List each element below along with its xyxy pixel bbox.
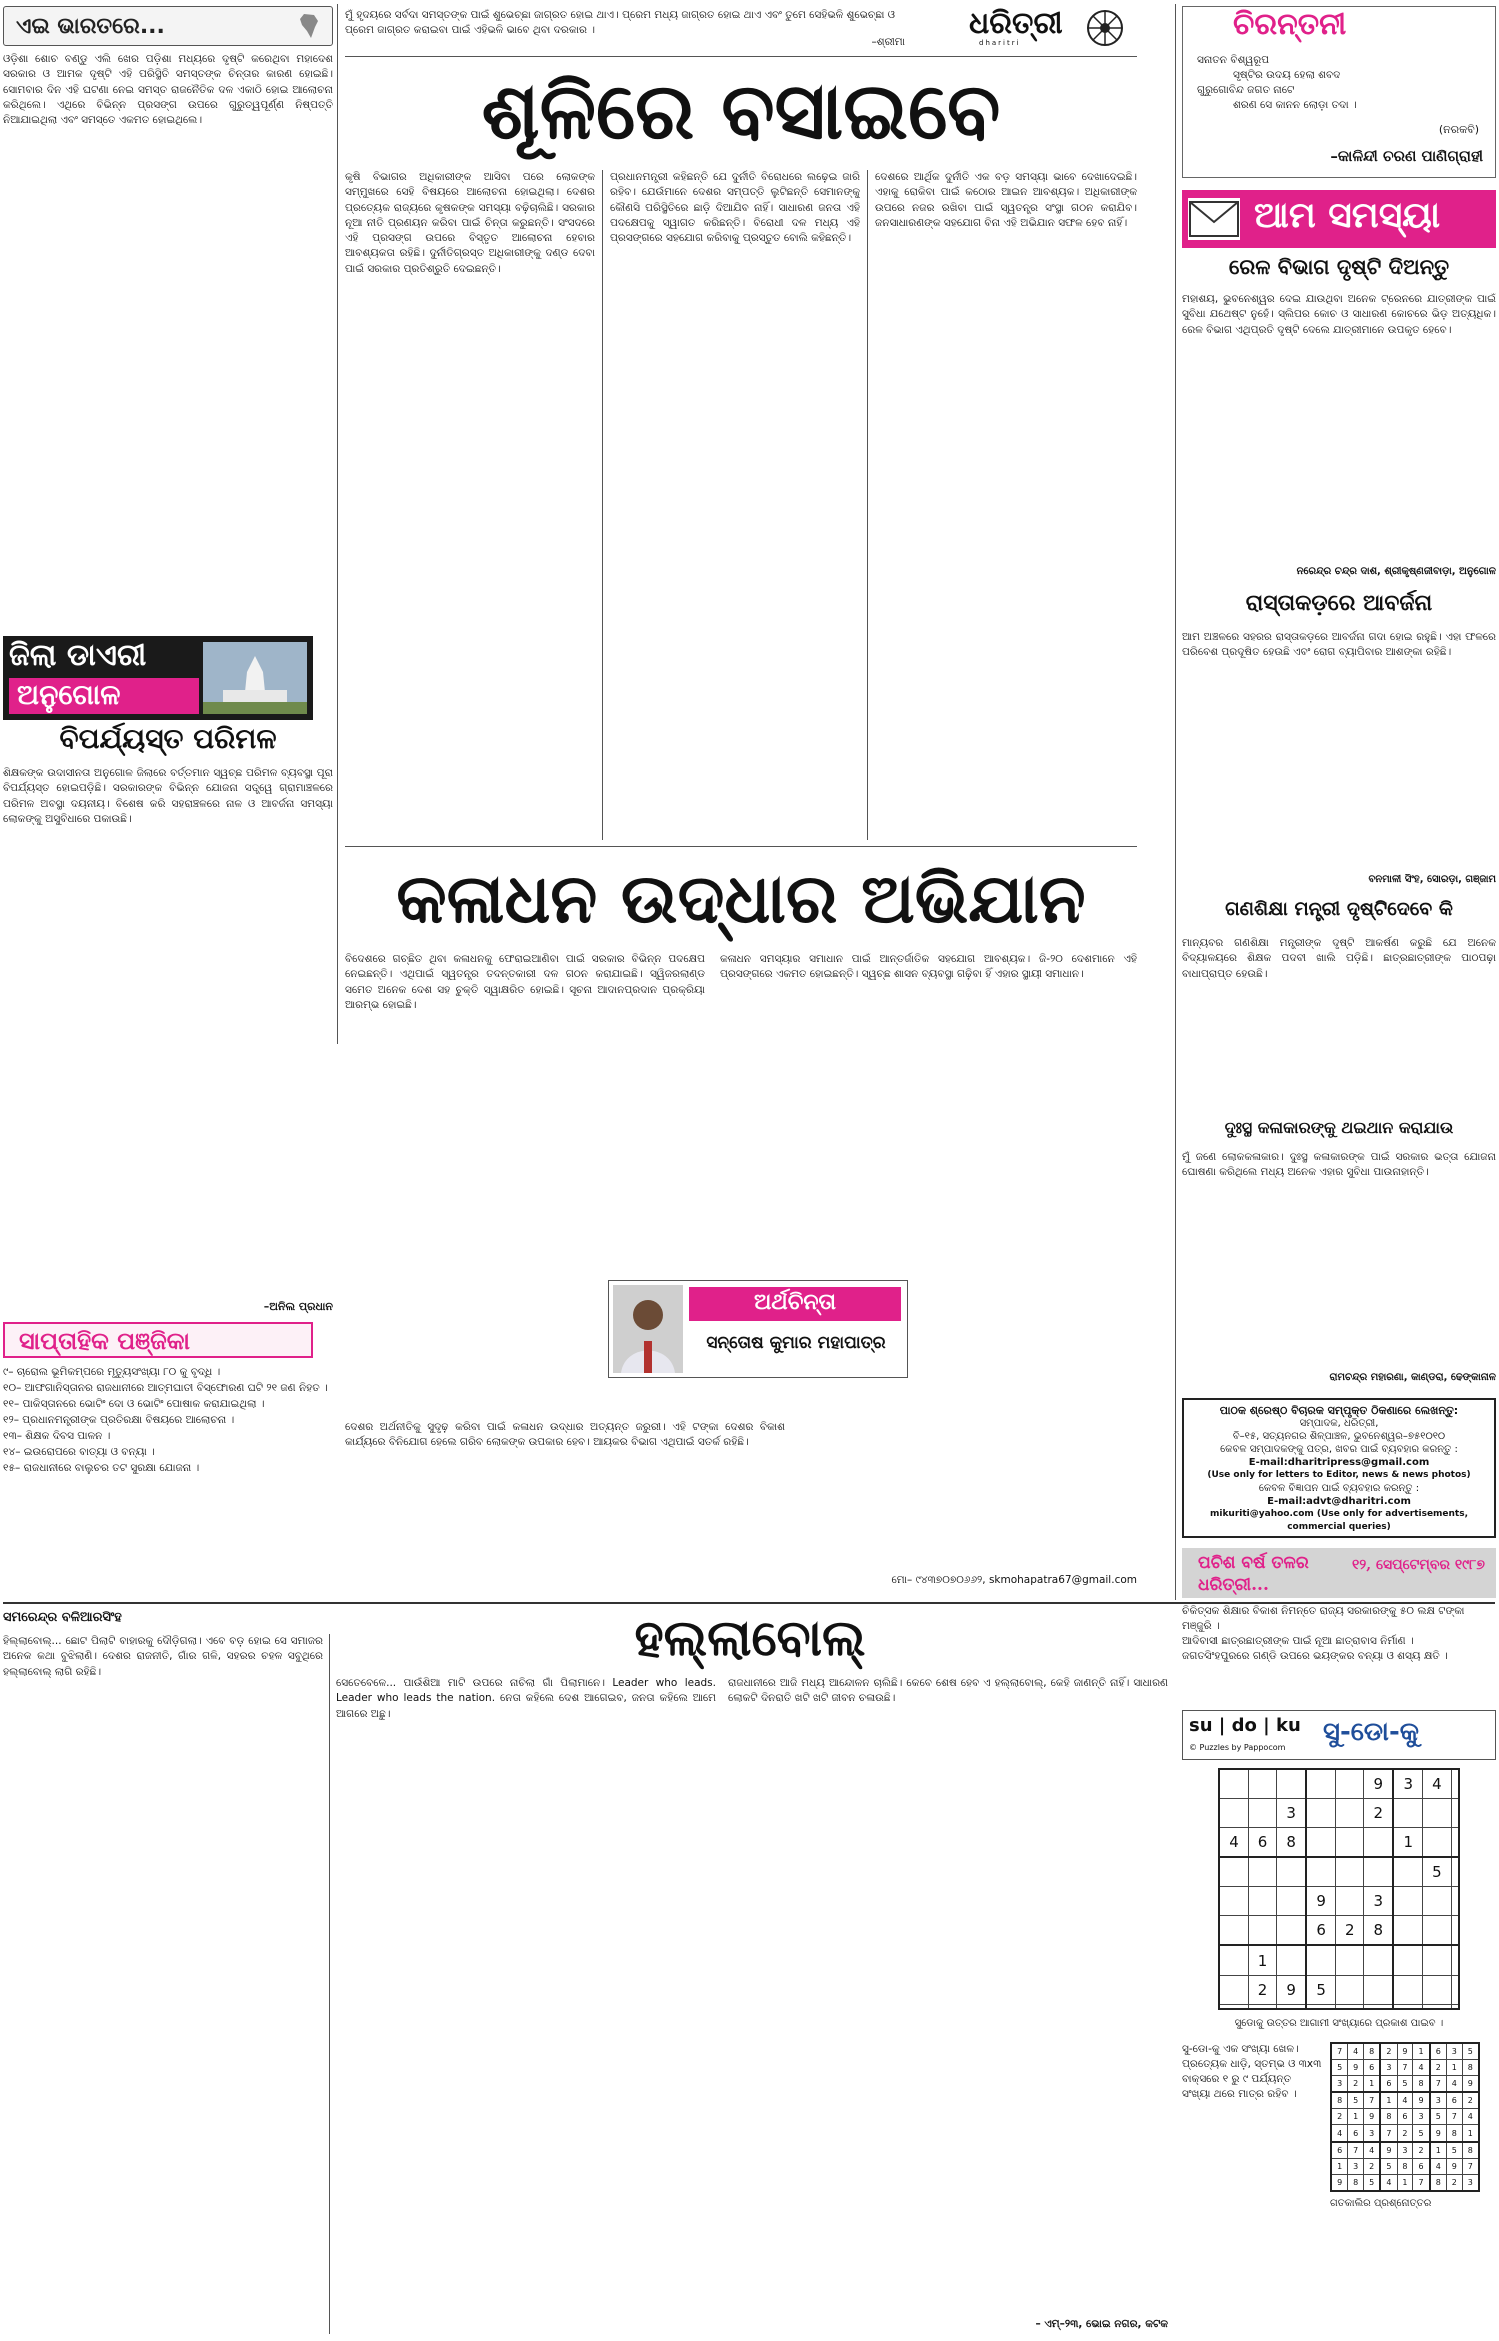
answer-cell: 7: [1446, 2109, 1462, 2125]
contact-line3: ବି–୧୫, ସତ୍ୟନଗର ଶିଳ୍ପାଞ୍ଚଳ, ଭୁବନେଶ୍ୱର–୭୫୧୦୧୦: [1232, 1431, 1446, 1442]
answer-cell: 6: [1364, 2060, 1381, 2076]
answer-cell: 5: [1430, 2109, 1447, 2125]
sudoku-cell[interactable]: [1336, 1799, 1364, 1828]
answer-cell: 8: [1397, 2158, 1413, 2174]
pachisa-title: ପଚିଶ ବର୍ଷ ତଳର ଧରିତ୍ରୀ...: [1198, 1553, 1309, 1595]
pachisa-item: ଜଗତସିଂହପୁରରେ ଗଣ୍ଡି ଉପରେ ଭୟଙ୍କର ବନ୍ୟା ଓ ଶସ୍ୟ କ୍ଷତି ।: [1182, 1650, 1448, 1662]
answer-cell: 1: [1413, 2043, 1430, 2060]
answer-cell: 4: [1397, 2092, 1413, 2109]
answer-cell: 8: [1380, 2109, 1397, 2125]
sudoku-cell[interactable]: [1248, 1769, 1276, 1799]
answer-cell: 8: [1364, 2043, 1381, 2060]
sudoku-cell[interactable]: 3: [1277, 1799, 1306, 1828]
answer-cell: 1: [1331, 2158, 1348, 2174]
sudoku-cell[interactable]: [1248, 1857, 1276, 1887]
hallabol-col-mid: ସେତେବେଳେ... ପାଉଁଶିଆ ମାଟି ଉପରେ ନାଚିଲା ଗାଁ ପିଲାମାନେ। Leader who leads. Leader who leads the nation. ନେତା କହିଲେ ଦେଶ ଆଗେଇବ, ଜନତା କହିଲେ ଆମେ ଆଗରେ ଅଛୁ।: [336, 1677, 716, 1720]
sudoku-cell[interactable]: 6: [1306, 1916, 1335, 1946]
kaladhan-body-col2: ଦେଶର ଅର୍ଥନୀତିକୁ ସୁଦୃଢ଼ କରିବା ପାଇଁ କଳାଧନ ଉଦ୍ଧାର ଅତ୍ୟନ୍ତ ଜରୁରୀ। ଏହି ଟଙ୍କା ଦେଶର ବିକାଶ କାର୍ଯ୍ୟରେ ବିନିଯୋଗ ହେଲେ ଗରିବ ଲୋକଙ୍କ ଉପକାର ହେବ। ଆୟକର ବିଭାଗ ଏଥିପାଇଁ ସତର୍କ ରହିଛି।: [345, 1421, 785, 1449]
bipajyasta-title: ବିପର୍ଯ୍ୟସ୍ତ ପରିମଳ: [59, 722, 277, 755]
answer-cell: 4: [1348, 2043, 1364, 2060]
kicker-bar: [689, 1287, 901, 1321]
answer-cell: 2: [1348, 2076, 1364, 2093]
sudoku-grid-wrap: [1218, 1768, 1460, 2010]
answer-cell: 2: [1413, 2142, 1430, 2159]
answer-cell: 2: [1397, 2125, 1413, 2142]
sudoku-cell[interactable]: 5: [1306, 1975, 1335, 2004]
sudoku-cell[interactable]: [1451, 1769, 1459, 1799]
sudoku-cell[interactable]: 9: [1306, 1887, 1335, 1916]
ganashiksha-text: ମାନ୍ୟବର ଗଣଶିକ୍ଷା ମନ୍ତ୍ରୀଙ୍କ ଦୃଷ୍ଟି ଆକର୍ଷଣ କରୁଛି ଯେ ଅନେକ ବିଦ୍ୟାଳୟରେ ଶିକ୍ଷକ ପଦବୀ ଖାଲି ପଡ଼ିଛି। ଛାତ୍ରଛାତ୍ରୀଙ୍କ ପାଠପଢ଼ା ବାଧାପ୍ରାପ୍ତ ହେଉଛି।: [1182, 937, 1496, 980]
sudoku-cell[interactable]: [1219, 1975, 1248, 2004]
answer-cell: 2: [1446, 2174, 1462, 2191]
chirantani-author: –କାଳିନ୍ଦୀ ଚରଣ ପାଣିଗ୍ରାହୀ: [1330, 147, 1483, 165]
sudoku-cell[interactable]: [1336, 1887, 1364, 1916]
india-map-icon: [294, 11, 324, 41]
kaladhan-author: ସନ୍ତୋଷ କୁମାର ମହାପାତ୍ର: [706, 1333, 886, 1353]
chirantani-poem: [1197, 53, 1487, 113]
hallabol-byline: ସମରେନ୍ଦ୍ର ବଳିଆରସିଂହ: [3, 1610, 122, 1625]
sudoku-cell[interactable]: [1336, 1769, 1364, 1799]
answer-cell: 5: [1380, 2158, 1397, 2174]
sudoku-cell[interactable]: [1423, 1975, 1451, 2004]
sudoku-rules: ସୁ-ଡୋ-କୁ ଏକ ସଂଖ୍ୟା ଖେଳ। ପ୍ରତ୍ୟେକ ଧାଡ଼ି, ସ୍ତମ୍ଭ ଓ ୩x୩ ବାକ୍ସରେ ୧ ରୁ ୯ ପର୍ଯ୍ୟନ୍ତ ସଂଖ୍ୟା ଥରେ ମାତ୍ର ରହିବ ।: [1182, 2043, 1322, 2100]
answer-cell: 7: [1331, 2043, 1348, 2060]
sudoku-cell[interactable]: 3: [1364, 1887, 1393, 1916]
sudoku-cell[interactable]: [1336, 1945, 1364, 1975]
sudoku-cell[interactable]: [1306, 2004, 1335, 2009]
sudoku-cell[interactable]: [1248, 2004, 1276, 2009]
answer-cell: 3: [1364, 2125, 1381, 2142]
answer-cell: 7: [1364, 2092, 1381, 2109]
zila-diary-box: [3, 636, 313, 720]
prev-answer-grid: [1330, 2042, 1480, 2192]
sudoku-cell[interactable]: [1451, 1857, 1459, 1887]
hallabol-col-left: ହିଲ୍ଲାବୋଲ୍... ଛୋଟ ପିଲାଟି ବାହାରକୁ ଦୌଡ଼ିଗଲା। ଏବେ ବଡ଼ ହୋଇ ସେ ସମାଜର ଅନେକ କଥା ବୁଝିଲାଣି। ଦେଶର ରାଜନୀତି, ଗାଁର ଗଳି, ସହରର ଚହଳ ସବୁଥିରେ ହଲ୍ଲାବୋଲ୍ ଲାଗି ରହିଛି।: [3, 1635, 323, 1678]
answer-cell: 5: [1413, 2125, 1430, 2142]
sudoku-cell[interactable]: [1277, 1916, 1306, 1946]
answer-cell: 9: [1462, 2076, 1479, 2093]
answer-cell: 9: [1364, 2109, 1381, 2125]
saptahik-entry: ୧୦– ଆଫଗାନିସ୍ତାନର ରାଜଧାନୀରେ ଆତ୍ମଘାତୀ ବିସ୍ଫୋରଣ ଘଟି ୨୧ ଜଣ ନିହତ ।: [3, 1382, 328, 1394]
contact-line2: ସମ୍ପାଦକ, ଧରିତ୍ରୀ,: [1299, 1418, 1379, 1429]
sudoku-cell[interactable]: [1423, 1916, 1451, 1946]
answer-cell: 6: [1413, 2158, 1430, 2174]
pachisa-list: [1182, 1604, 1496, 1704]
sudoku-grid[interactable]: [1218, 1768, 1460, 2010]
answer-cell: 1: [1380, 2092, 1397, 2109]
sudoku-credit: © Puzzles by Pappocom: [1189, 1743, 1286, 1752]
aam-samasya-banner: [1182, 190, 1496, 248]
chirantani-box: [1182, 6, 1496, 178]
answer-cell: 7: [1430, 2076, 1447, 2093]
rail-author: ନରେନ୍ଦ୍ର ଚନ୍ଦ୍ର ଦାଶ, ଶ୍ରୀକୃଷ୍ଣଜୀବାଡ଼ା, ଅନୁଗୋଳ: [1296, 566, 1496, 577]
sudoku-cell[interactable]: [1219, 1769, 1248, 1799]
paper-sub: dharitri: [979, 39, 1021, 47]
answer-cell: 9: [1430, 2125, 1447, 2142]
answer-cell: 5: [1364, 2174, 1381, 2191]
answer-cell: 8: [1430, 2174, 1447, 2191]
answer-cell: 5: [1462, 2043, 1479, 2060]
sudoku-cell[interactable]: [1306, 1857, 1335, 1887]
sudoku-cell[interactable]: 6: [1248, 1828, 1276, 1858]
sudoku-cell[interactable]: [1336, 2004, 1364, 2009]
poem-line: ସୃଷ୍ଟିର ଉଦୟ ହେଲା ଶବଦ: [1233, 69, 1341, 81]
answer-cell: 4: [1364, 2142, 1381, 2159]
sudoku-cell[interactable]: [1423, 2004, 1451, 2009]
sudoku-cell[interactable]: [1277, 1887, 1306, 1916]
sudoku-cell[interactable]: [1451, 1975, 1459, 2004]
answer-cell: 4: [1446, 2076, 1462, 2093]
answer-cell: 1: [1462, 2125, 1479, 2142]
saptahik-list: [3, 1364, 333, 1560]
pachisa-date: ୧୨, ସେପ୍ଟେମ୍ବର ୧୯୮୭: [1352, 1557, 1485, 1573]
answer-cell: 3: [1348, 2158, 1364, 2174]
kaladhan-headline: କଳାଧନ ଉଦ୍ଧାର ଅଭିଯାନ: [396, 860, 1086, 939]
sudoku-cell[interactable]: [1219, 1887, 1248, 1916]
sudoku-cell[interactable]: 4: [1219, 1828, 1248, 1858]
answer-cell: 8: [1462, 2060, 1479, 2076]
answer-cell: 6: [1380, 2076, 1397, 2093]
contact-line4: କେବଳ ସମ୍ପାଦକଙ୍କୁ ପତ୍ର, ଖବର ପାଇଁ ବ୍ୟବହାର କରନ୍ତୁ :: [1220, 1444, 1458, 1455]
dustha-author: ରାମଚନ୍ଦ୍ର ମହାରଣା, କାଣ୍ଡରା, ଢେଙ୍କାନାଳ: [1329, 1372, 1496, 1383]
sudoku-cell[interactable]: [1277, 1945, 1306, 1975]
lead-headline: ଶୂଳିରେ ବସାଇବେ: [481, 67, 1001, 157]
pachisa-banner: [1182, 1548, 1496, 1598]
sudoku-cell[interactable]: [1393, 1857, 1422, 1887]
sudoku-cell[interactable]: 2: [1336, 1916, 1364, 1946]
answer-cell: 7: [1462, 2158, 1479, 2174]
sudoku-cell[interactable]: 2: [1364, 1799, 1393, 1828]
sudoku-cell[interactable]: 8: [1277, 1828, 1306, 1858]
ei-bharat-banner: [3, 6, 333, 46]
sudoku-cell[interactable]: [1306, 1769, 1335, 1799]
sudoku-cell[interactable]: [1277, 1857, 1306, 1887]
sudoku-cell[interactable]: [1451, 1799, 1459, 1828]
sudoku-cell[interactable]: [1451, 1887, 1459, 1916]
answer-cell: 2: [1364, 2158, 1381, 2174]
answer-cell: 8: [1348, 2174, 1364, 2191]
contact-line1: ପାଠକ ଶ୍ରେଷ୍ଠ ବିଚାରକ ସମ୍ପୃକ୍ତ ଠିକଣାରେ ଲେଖନ୍ତୁ:: [1219, 1404, 1459, 1417]
rasta-text: ଆମ ଅଞ୍ଚଳରେ ସହରର ରାସ୍ତାକଡ଼ରେ ଆବର୍ଜନା ଗଦା ହୋଇ ରହୁଛି। ଏହା ଫଳରେ ପରିବେଶ ପ୍ରଦୂଷିତ ହେଉଛି ଏବଂ ରୋଗ ବ୍ୟାପିବାର ଆଶଙ୍କା ରହିଛି।: [1182, 631, 1496, 659]
sudoku-cell[interactable]: [1364, 2004, 1393, 2009]
poem-line: ଗୁରୁଗୋବିନ୍ଦ ଜଗତ ନାଟେ: [1197, 84, 1295, 96]
answer-cell: 6: [1446, 2092, 1462, 2109]
rail-text: ମହାଶୟ, ଭୁବନେଶ୍ୱର ଦେଇ ଯାଉଥିବା ଅନେକ ଟ୍ରେନରେ ଯାତ୍ରୀଙ୍କ ପାଇଁ ସୁବିଧା ଯଥେଷ୍ଟ ନୁହେଁ। ସ୍ଲିପର କୋଚ ଓ ସାଧାରଣ କୋଚରେ ଭିଡ଼ ଅତ୍ୟଧିକ। ରେଳ ବିଭାଗ ଏଥିପ୍ରତି ଦୃଷ୍ଟି ଦେଲେ ଯାତ୍ରୀମାନେ ଉପକୃତ ହେବେ।: [1182, 293, 1496, 336]
answer-cell: 8: [1462, 2142, 1479, 2159]
chirantani-title: ଚିରନ୍ତନୀ: [1233, 7, 1347, 42]
quote-box: [345, 6, 1137, 50]
sudoku-cell[interactable]: [1393, 1887, 1422, 1916]
kaladhan-kicker: ଅର୍ଥଚିନ୍ତା: [753, 1289, 837, 1315]
prev-answer-wrap: [1330, 2042, 1496, 2242]
answer-cell: 1: [1364, 2076, 1381, 2093]
sudoku-cell[interactable]: 1: [1248, 1945, 1276, 1975]
sudoku-title: ସୁ-ଡୋ-କୁ: [1323, 1717, 1419, 1747]
answer-cell: 9: [1446, 2158, 1462, 2174]
sudoku-cell[interactable]: 9: [1364, 1769, 1393, 1799]
quote-text: ମୁଁ ହୃଦୟରେ ସର୍ବଦା ସମସ୍ତଙ୍କ ପାଇଁ ଶୁଭେଚ୍ଛା ଜାଗ୍ରତ ହୋଇ ଥାଏ। ପ୍ରେମ ମଧ୍ୟ ଜାଗ୍ରତ ହୋଇ ଥାଏ ଏବଂ ତୁମେ ସେହିଭଳି ଶୁଭେଚ୍ଛା ଓ ପ୍ରେମ ଜାଗ୍ରତ କରାଇବା ପାଇଁ ଏହିଭଳି ଭାବେ ଥିବା ଦରକାର ।: [345, 9, 895, 36]
answer-cell: 6: [1397, 2109, 1413, 2125]
pachisa-item: ଚିକିତ୍ସକ ଶିକ୍ଷାର ବିକାଶ ନିମନ୍ତେ ରାଜ୍ୟ ସରକାରଙ୍କୁ ୫୦ ଲକ୍ଷ ଟଙ୍କା ମଞ୍ଜୁରି ।: [1182, 1605, 1465, 1632]
sudoku-cell[interactable]: 9: [1277, 1975, 1306, 2004]
answer-cell: 5: [1446, 2142, 1462, 2159]
answer-cell: 1: [1397, 2174, 1413, 2191]
sudoku-cell[interactable]: [1423, 1945, 1451, 1975]
sudoku-cell[interactable]: 8: [1364, 1916, 1393, 1946]
envelope-icon: [1188, 198, 1240, 240]
sudoku-cell[interactable]: [1248, 1799, 1276, 1828]
answer-cell: 1: [1430, 2142, 1447, 2159]
answer-cell: 6: [1430, 2043, 1447, 2060]
saptahik-entry: ୯– ଚାରୋଲ ଭୂମିକମ୍ପରେ ମୃତ୍ୟୁସଂଖ୍ୟା ୮୦ କୁ ବୃଦ୍ଧି ।: [3, 1366, 221, 1378]
answer-cell: 9: [1380, 2142, 1397, 2159]
sudoku-cell[interactable]: [1393, 1945, 1422, 1975]
zila-name: ଅନୁଗୋଳ: [17, 678, 121, 711]
dustha-title: ଦୁଃସ୍ଥ କଳାକାରଙ୍କୁ ଥଇଥାନ କରାଯାଉ: [1224, 1118, 1454, 1137]
sudoku-note: ସୁଡୋକୁ ଉତ୍ତର ଆଗାମୀ ସଂଖ୍ୟାରେ ପ୍ରକାଶ ପାଇବ ।: [1234, 2018, 1444, 2029]
answer-cell: 9: [1348, 2060, 1364, 2076]
answer-cell: 5: [1331, 2060, 1348, 2076]
hallabol-col-right: ରାଜଧାନୀରେ ଆଜି ମଧ୍ୟ ଆନ୍ଦୋଳନ ଚାଲିଛି। କେବେ ଶେଷ ହେବ ଏ ହଲ୍ଲାବୋଲ୍, କେହି ଜାଣନ୍ତି ନାହିଁ। ସାଧାରଣ ଲୋକଟି ଦିନରାତି ଖଟି ଖଟି ଜୀବନ ଚଳାଉଛି।: [728, 1677, 1168, 1705]
kaladhan-body-col1: ବିଦେଶରେ ଗଚ୍ଛିତ ଥିବା କଳାଧନକୁ ଫେରାଇଆଣିବା ପାଇଁ ସରକାର ବିଭିନ୍ନ ପଦକ୍ଷେପ ନେଇଛନ୍ତି। ଏଥିପାଇଁ ସ୍ୱତନ୍ତ୍ର ତଦନ୍ତକାରୀ ଦଳ ଗଠନ କରାଯାଇଛି। ସ୍ୱିଜରଲାଣ୍ଡ ସମେତ ଅନେକ ଦେଶ ସହ ଚୁକ୍ତି ସ୍ୱାକ୍ଷରିତ ହୋଇଛି। ସୂଚନା ଆଦାନପ୍ରଦାନ ପ୍ରକ୍ରିୟା ଆରମ୍ଭ ହୋଇଛି।: [345, 953, 705, 1011]
kaladhan-body-col3: କଳାଧନ ସମସ୍ୟାର ସମାଧାନ ପାଇଁ ଆନ୍ତର୍ଜାତିକ ସହଯୋଗ ଆବଶ୍ୟକ। ଜି-୨୦ ଦେଶମାନେ ଏହି ପ୍ରସଙ୍ଗରେ ଏକମତ ହୋଇଛନ୍ତି। ସ୍ୱଚ୍ଛ ଶାସନ ବ୍ୟବସ୍ଥା ଗଢ଼ିବା ହିଁ ଏହାର ସ୍ଥାୟୀ ସମାଧାନ।: [720, 953, 1137, 981]
answer-cell: 2: [1380, 2043, 1397, 2060]
sudoku-cell[interactable]: [1393, 1916, 1422, 1946]
answer-cell: 3: [1380, 2060, 1397, 2076]
answer-cell: 6: [1348, 2125, 1364, 2142]
answer-cell: 3: [1331, 2076, 1348, 2093]
answer-cell: 8: [1331, 2092, 1348, 2109]
zila-name-bar: [9, 678, 199, 714]
contact-use-note: (Use only for letters to Editor, news & news photos): [1207, 1470, 1471, 1480]
answer-cell: 3: [1413, 2109, 1430, 2125]
answer-cell: 4: [1462, 2109, 1479, 2125]
sudoku-cell[interactable]: [1336, 1828, 1364, 1858]
kaladhan-footer: ମୋ– ୯୪୩୭୦୭୦୬୬୨, skmohapatra67@gmail.com: [891, 1574, 1137, 1586]
rasta-title: ରାସ୍ତାକଡ଼ରେ ଆବର୍ଜନା: [1245, 590, 1433, 616]
sudoku-cell[interactable]: [1423, 1887, 1451, 1916]
sudoku-cell[interactable]: [1393, 1799, 1422, 1828]
sudoku-cell[interactable]: [1306, 1945, 1335, 1975]
answer-cell: 9: [1397, 2043, 1413, 2060]
sudoku-cell[interactable]: [1393, 2004, 1422, 2009]
answer-cell: 4: [1380, 2174, 1397, 2191]
answer-cell: 4: [1430, 2158, 1447, 2174]
sudoku-cell[interactable]: [1248, 1887, 1276, 1916]
sudoku-cell[interactable]: [1219, 1916, 1248, 1946]
poem-line: ଶରଣ ସେ କାନନ ଲୋଡ଼ା ତଦା ।: [1233, 99, 1357, 111]
answer-cell: 7: [1413, 2174, 1430, 2191]
answer-cell: 4: [1413, 2060, 1430, 2076]
sudoku-cell[interactable]: 3: [1393, 1769, 1422, 1799]
rail-title: ରେଳ ବିଭାଗ ଦୃଷ୍ଟି ଦିଅନ୍ତୁ: [1228, 254, 1450, 279]
sudoku-cell[interactable]: [1277, 1769, 1306, 1799]
sudoku-cell[interactable]: 4: [1423, 1769, 1451, 1799]
answer-cell: 3: [1397, 2142, 1413, 2159]
sudoku-cell[interactable]: [1451, 1945, 1459, 1975]
answer-cell: 2: [1430, 2060, 1447, 2076]
saptahik-entry: ୧୫– ରାଜଧାନୀରେ ବାଲୁଚର ତଟ ସୁରକ୍ଷା ଯୋଜନା ।: [3, 1462, 200, 1474]
answer-cell: 4: [1331, 2125, 1348, 2142]
sudoku-cell[interactable]: [1219, 1799, 1248, 1828]
sudoku-cell[interactable]: [1451, 1828, 1459, 1858]
intro-article: ଓଡ଼ିଶା ଶୋଚ ବଣ୍ଡୁ ଏଲି ଖେର ପଡ଼ିଶା ମଧ୍ୟରେ ଦୃଷ୍ଟି କରେଥିବା ମହାଦେଶ ସରକାର ଓ ଆମକ ଦୃଷ୍ଟି ଏହି ପରିସ୍ଥିତି ସମସ୍ତଙ୍କ ଚିନ୍ତାର କାରଣ ହୋଇଛି। ସୋମବାର ଦିନ ଏହି ଘଟଣା ନେଇ ସମସ୍ତ ରାଜନୈତିକ ଦଳ ଏକାଠି ହୋଇ ଆଲୋଚନା କରିଥିଲେ। ଏଥିରେ ବିଭିନ୍ନ ପ୍ରସଙ୍ଗ ଉପରେ ଗୁରୁତ୍ୱପୂର୍ଣ୍ଣ ନିଷ୍ପତ୍ତି ନିଆଯାଇଥିଲା ଏବଂ ସମସ୍ତେ ଏକମତ ହୋଇଥିଲେ।: [3, 53, 333, 127]
rasta-author: ବନମାଳୀ ସିଂହ, ସୋରଡ଼ା, ଗଞ୍ଜାମ: [1368, 874, 1496, 885]
contact-line5: କେବଳ ବିଜ୍ଞାପନ ପାଇଁ ବ୍ୟବହାର କରନ୍ତୁ :: [1258, 1483, 1420, 1494]
sudoku-cell[interactable]: [1423, 1799, 1451, 1828]
answer-cell: 1: [1348, 2109, 1364, 2125]
paper-logo: [965, 6, 1135, 50]
sudoku-banner: [1182, 1710, 1496, 1760]
sudoku-brand: su | do | ku: [1189, 1715, 1301, 1736]
chirantani-note: (ନରକବି): [1438, 123, 1479, 136]
bipajyasta-author: –ଅନିଲ ପ୍ରଧାନ: [263, 1300, 333, 1313]
pachisa-item: ଆଦିବାସୀ ଛାତ୍ରଛାତ୍ରୀଙ୍କ ପାଇଁ ନୂଆ ଛାତ୍ରାବାସ ନିର୍ମାଣ ।: [1182, 1635, 1414, 1647]
answer-cell: 7: [1348, 2142, 1364, 2159]
sudoku-cell[interactable]: 2: [1248, 1975, 1276, 2004]
saptahik-entry: ୧୨– ପ୍ରଧାନମନ୍ତ୍ରୀଙ୍କ ପ୍ରତିରକ୍ଷା ବିଷୟରେ ଆଲୋଚନା ।: [3, 1414, 235, 1426]
sudoku-cell[interactable]: [1364, 1828, 1393, 1858]
sudoku-cell[interactable]: [1219, 1945, 1248, 1975]
sudoku-cell[interactable]: [1248, 1916, 1276, 1946]
sudoku-cell[interactable]: [1336, 1975, 1364, 2004]
saptahik-entry: ୧୧– ପାକିସ୍ତାନରେ ଭୋଟିଂ ଦୋ ଓ ଭୋଟିଂ ପୋଷାକ କରାଯାଇଥିଲା ।: [3, 1398, 265, 1410]
sudoku-cell[interactable]: [1277, 2004, 1306, 2009]
saptahik-entry: ୧୩– ଶିକ୍ଷକ ଦିବସ ପାଳନ ।: [3, 1430, 111, 1442]
answer-cell: 8: [1446, 2125, 1462, 2142]
dustha-text: ମୁଁ ଜଣେ ଲୋକକଳାକାର। ଦୁଃସ୍ଥ କଳାକାରଙ୍କ ପାଇଁ ସରକାର ଭତ୍ତା ଯୋଜନା ଘୋଷଣା କରିଥିଲେ ମଧ୍ୟ ଅନେକ ଏହାର ସୁବିଧା ପାଉନାହାନ୍ତି।: [1182, 1151, 1496, 1179]
answer-cell: 2: [1331, 2109, 1348, 2125]
answer-cell: 2: [1462, 2092, 1479, 2109]
prev-answer-label: ଗତକାଲିର ପ୍ରଶ୍ନୋତ୍ତର: [1330, 2198, 1432, 2209]
zila-diary-title: ଜିଲା ଡାଏରୀ: [9, 638, 147, 673]
answer-cell: 1: [1446, 2060, 1462, 2076]
hallabol-footer: – ଏମ୍–୨୩, ଭୋଇ ନଗର, କଟକ: [1035, 2318, 1168, 2330]
sudoku-cell[interactable]: [1451, 2004, 1459, 2009]
contact-email-advt[interactable]: E-mail:advt@dharitri.com: [1267, 1496, 1411, 1507]
sudoku-cell[interactable]: [1219, 2004, 1248, 2009]
saptahik-title: ସାପ୍ତାହିକ ପଞ୍ଜିକା: [19, 1326, 190, 1355]
saptahik-entry: ୧୪– ଇଉରୋପରେ ବାତ୍ୟା ଓ ବନ୍ୟା ।: [3, 1446, 155, 1458]
answer-cell: 7: [1380, 2125, 1397, 2142]
answer-cell: 3: [1446, 2043, 1462, 2060]
author-photo: [613, 1285, 683, 1373]
sudoku-cell[interactable]: [1364, 1975, 1393, 2004]
answer-cell: 9: [1413, 2092, 1430, 2109]
sudoku-cell[interactable]: [1393, 1975, 1422, 2004]
answer-cell: 7: [1397, 2060, 1413, 2076]
answer-cell: 9: [1331, 2174, 1348, 2191]
sudoku-cell[interactable]: 5: [1423, 1857, 1451, 1887]
sudoku-cell[interactable]: [1364, 1945, 1393, 1975]
sudoku-cell[interactable]: [1364, 1857, 1393, 1887]
answer-cell: 6: [1331, 2142, 1348, 2159]
contact-email-press[interactable]: E-mail:dharitripress@gmail.com: [1248, 1457, 1430, 1468]
poem-line: ସନାତନ ବିଶ୍ୱରୂପ: [1197, 54, 1270, 66]
lead-body-col2: ପ୍ରଧାନମନ୍ତ୍ରୀ କହିଛନ୍ତି ଯେ ଦୁର୍ନୀତି ବିରୋଧରେ ଲଢ଼େଇ ଜାରି ରହିବ। ଯେଉଁମାନେ ଦେଶର ସମ୍ପତ୍ତି ଲୁଟିଛନ୍ତି ସେମାନଙ୍କୁ କୌଣସି ପରିସ୍ଥିତିରେ ଛାଡ଼ି ଦିଆଯିବ ନାହିଁ। ସାଧାରଣ ଜନତା ଏହି ପଦକ୍ଷେପକୁ ସ୍ୱାଗତ କରିଛନ୍ତି। ବିରୋଧୀ ଦଳ ମଧ୍ୟ ଏହି ପ୍ରସଙ୍ଗରେ ସହଯୋଗ କରିବାକୁ ପ୍ରସ୍ତୁତ ବୋଲି କହିଛନ୍ତି।: [610, 171, 860, 245]
chakra-icon: [1085, 8, 1125, 50]
saptahik-title-box: [3, 1322, 313, 1358]
sudoku-cell[interactable]: 1: [1393, 1828, 1422, 1858]
answer-cell: 8: [1413, 2076, 1430, 2093]
ei-bharat-label: ଏଇ ଭାରତରେ...: [16, 14, 165, 39]
temple-photo: [203, 642, 307, 714]
paper-name: ଧରିତ୍ରୀ: [969, 6, 1063, 41]
sudoku-cell[interactable]: [1306, 1799, 1335, 1828]
contact-box: [1182, 1398, 1496, 1538]
sudoku-cell[interactable]: [1451, 1916, 1459, 1946]
kaladhan-author-box: [608, 1280, 908, 1378]
aam-samasya-title: ଆମ ସମସ୍ୟା: [1254, 194, 1441, 236]
sudoku-cell[interactable]: [1423, 1828, 1451, 1858]
ganashiksha-title: ଗଣଶିକ୍ଷା ମନ୍ତ୍ରୀ ଦୃଷ୍ଟିଦେବେ କି: [1225, 898, 1453, 920]
bipajyasta-text: ଶିକ୍ଷକଙ୍କ ଉଦାସୀନତା ଅନୁଗୋଳ ଜିଲାରେ ବର୍ତ୍ତମାନ ସ୍ୱଚ୍ଛ ପରିମଳ ବ୍ୟବସ୍ଥା ପୂରା ବିପର୍ଯ୍ୟସ୍ତ ହୋଇପଡ଼ିଛି। ସରକାରଙ୍କ ବିଭିନ୍ନ ଯୋଜନା ସତ୍ତ୍ୱେ ଗ୍ରାମାଞ୍ଚଳରେ ପରିମଳ ଅବସ୍ଥା ଦୟନୀୟ। ବିଶେଷ କରି ସହରାଞ୍ଚଳରେ ନାଳ ଓ ଆବର୍ଜନା ସମସ୍ୟା ଲୋକଙ୍କୁ ଅସୁବିଧାରେ ପକାଉଛି।: [3, 767, 333, 825]
contact-email-alt[interactable]: mikuriti@yahoo.com (Use only for advertisements, commercial queries): [1209, 1509, 1469, 1532]
sudoku-cell[interactable]: [1336, 1857, 1364, 1887]
answer-cell: 5: [1397, 2076, 1413, 2093]
hallabol-headline: ହଲ୍ଲାବୋଲ୍: [634, 1609, 866, 1667]
quote-author: –ଶ୍ରୀମା: [871, 36, 905, 48]
lead-body-col1: କୃଷି ବିଭାଗର ଅଧିକାରୀଙ୍କ ଆସିବା ପରେ ଲୋକଙ୍କ ସମ୍ମୁଖରେ ସେହି ବିଷୟରେ ଆଲୋଚନା ହୋଇଥିଲା। ଦେଶର ପ୍ରତ୍ୟେକ ରାଜ୍ୟରେ କୃଷକଙ୍କ ସମସ୍ୟା ବଢ଼ିଚାଲିଛି। ସରକାର ନୂଆ ନୀତି ପ୍ରଣୟନ କରିବା ପାଇଁ ଚିନ୍ତା କରୁଛନ୍ତି। ସଂସଦରେ ଏହି ପ୍ରସଙ୍ଗ ଉପରେ ବିସ୍ତୃତ ଆଲୋଚନା ହେବାର ଆବଶ୍ୟକତା ରହିଛି। ଦୁର୍ନୀତିଗ୍ରସ୍ତ ଅଧିକାରୀଙ୍କୁ ଦଣ୍ଡ ଦେବା ପାଇଁ ସରକାର ପ୍ରତିଶ୍ରୁତି ଦେଇଛନ୍ତି।: [345, 171, 595, 275]
answer-cell: 3: [1462, 2174, 1479, 2191]
answer-cell: 3: [1430, 2092, 1447, 2109]
lead-body-col3: ଦେଶରେ ଆର୍ଥିକ ଦୁର୍ନୀତି ଏକ ବଡ଼ ସମସ୍ୟା ଭାବେ ଦେଖାଦେଇଛି। ଏହାକୁ ରୋକିବା ପାଇଁ କଠୋର ଆଇନ ଆବଶ୍ୟକ। ଅଧିକାରୀଙ୍କ ଉପରେ ନଜର ରଖିବା ପାଇଁ ସ୍ୱତନ୍ତ୍ର ସଂସ୍ଥା ଗଠନ କରାଯିବ। ଜନସାଧାରଣଙ୍କ ସହଯୋଗ ବିନା ଏହି ଅଭିଯାନ ସଫଳ ହେବ ନାହିଁ।: [875, 171, 1137, 229]
sudoku-cell[interactable]: [1306, 1828, 1335, 1858]
sudoku-cell[interactable]: [1219, 1857, 1248, 1887]
answer-cell: 5: [1348, 2092, 1364, 2109]
